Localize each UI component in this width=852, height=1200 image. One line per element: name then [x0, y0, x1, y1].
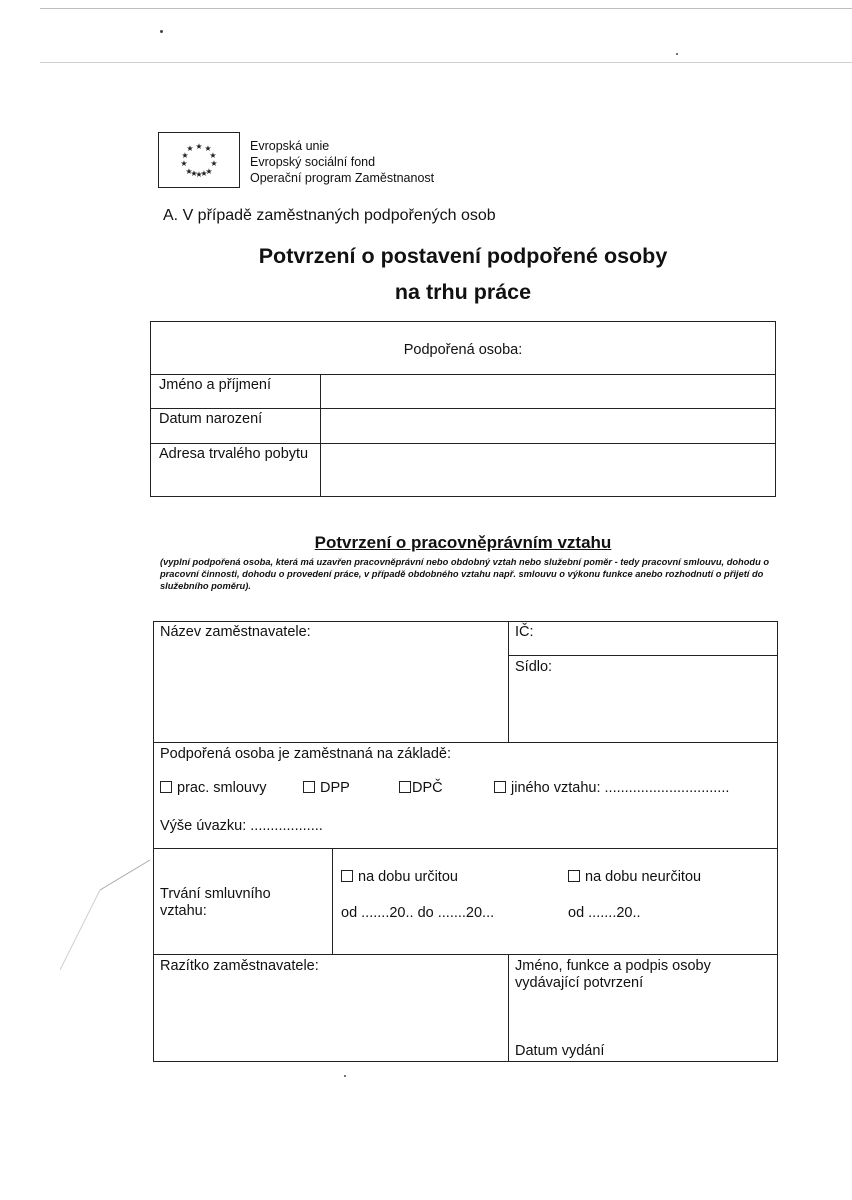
- svg-text:★: ★: [181, 151, 189, 160]
- eu-flag-logo: [158, 132, 240, 188]
- svg-text:★: ★: [186, 144, 194, 153]
- document-title: Potvrzení o postavení podpořené osoby: [258, 244, 668, 268]
- employment-note: (vyplní podpořená osoba, která má uzavřen pracovněprávní nebo obdobný vztah nebo služební poměr - tedy pracovní smlouvu, dohodu o pracovní činnosti, dohodu o provedení práce, v případě obdobného vztahu např. smlouvu o výkonu funkce anebo rozhodnutí o přijetí do služebního poměru).: [160, 557, 770, 591]
- option-dpc[interactable]: [399, 780, 443, 796]
- employer-table: [153, 621, 778, 1062]
- full-name-label: Jméno a příjmení: [159, 377, 272, 393]
- svg-text:★: ★: [200, 169, 208, 178]
- indefinite-term-label: na dobu neurčitou: [585, 869, 702, 885]
- address-field[interactable]: [321, 444, 775, 496]
- eu-line: Operační program Zaměstnanost: [250, 171, 435, 185]
- svg-text:★: ★: [209, 151, 217, 160]
- checkbox-icon[interactable]: [568, 870, 580, 882]
- scan-artifact: [40, 850, 160, 980]
- divider: [153, 954, 778, 955]
- employer-name-label: Název zaměstnavatele:: [160, 624, 311, 640]
- divider: [508, 655, 778, 656]
- svg-text:★: ★: [190, 169, 198, 178]
- fixed-term-label: na dobu určitou: [358, 869, 458, 885]
- scan-speck: [344, 1075, 346, 1077]
- svg-text:★: ★: [195, 170, 203, 179]
- document-title-line2: na trhu práce: [394, 280, 532, 304]
- scan-speck: [160, 30, 163, 33]
- indefinite-term-option[interactable]: [568, 869, 701, 885]
- fixed-term-option[interactable]: [341, 869, 458, 885]
- scan-line: [40, 62, 852, 63]
- divider: [332, 848, 333, 954]
- svg-text:★: ★: [195, 142, 203, 151]
- divider: [508, 621, 509, 742]
- option-contract-label: prac. smlouvy: [177, 780, 267, 796]
- checkbox-icon[interactable]: [303, 781, 315, 793]
- option-other[interactable]: [494, 780, 729, 796]
- svg-text:★: ★: [210, 159, 218, 168]
- indefinite-term-dates: od .......20..: [568, 905, 641, 921]
- option-contract[interactable]: [160, 780, 266, 796]
- option-dpp[interactable]: [303, 780, 350, 796]
- checkbox-icon[interactable]: [399, 781, 411, 793]
- scan-speck: [676, 53, 678, 55]
- duration-label: Trvání smluvního: [160, 886, 271, 902]
- divider: [153, 742, 778, 743]
- seat-label: Sídlo:: [515, 659, 553, 675]
- employment-section-title: Potvrzení o pracovněprávním vztahu: [314, 533, 612, 552]
- divider: [508, 954, 509, 1062]
- full-name-field[interactable]: [321, 375, 775, 408]
- fixed-term-dates: od .......20.. do .......20...: [341, 905, 495, 921]
- workload-label: Výše úvazku: ..................: [160, 818, 323, 834]
- svg-text:★: ★: [205, 167, 213, 176]
- option-other-label: jiného vztahu: ...............................: [511, 780, 730, 796]
- signature-label: Jméno, funkce a podpis osoby: [515, 958, 711, 974]
- birth-date-field[interactable]: [321, 409, 775, 443]
- svg-text:★: ★: [185, 167, 193, 176]
- section-heading: A. V případě zaměstnaných podpořených osob: [163, 207, 496, 224]
- person-table-heading: Podpořená osoba:: [403, 342, 523, 358]
- signature-label-line2: vydávající potvrzení: [515, 975, 644, 991]
- divider: [153, 848, 778, 849]
- checkbox-icon[interactable]: [494, 781, 506, 793]
- employment-basis-label: Podpořená osoba je zaměstnaná na základě:: [160, 746, 452, 762]
- option-dpp-label: DPP: [320, 780, 350, 796]
- option-dpc-label: DPČ: [412, 780, 443, 796]
- svg-text:★: ★: [180, 159, 188, 168]
- stamp-label: Razítko zaměstnavatele:: [160, 958, 319, 974]
- address-label: Adresa trvalého pobytu: [159, 446, 309, 462]
- ic-label: IČ:: [515, 624, 534, 640]
- duration-label-line2: vztahu:: [160, 903, 207, 919]
- svg-text:★: ★: [204, 144, 212, 153]
- checkbox-icon[interactable]: [341, 870, 353, 882]
- issue-date-label: Datum vydání: [515, 1043, 605, 1059]
- checkbox-icon[interactable]: [160, 781, 172, 793]
- eu-line: Evropská unie: [250, 139, 330, 153]
- scan-line: [40, 8, 852, 9]
- birth-date-label: Datum narození: [159, 411, 263, 427]
- eu-line: Evropský sociální fond: [250, 155, 376, 169]
- eu-program-text: [250, 138, 434, 186]
